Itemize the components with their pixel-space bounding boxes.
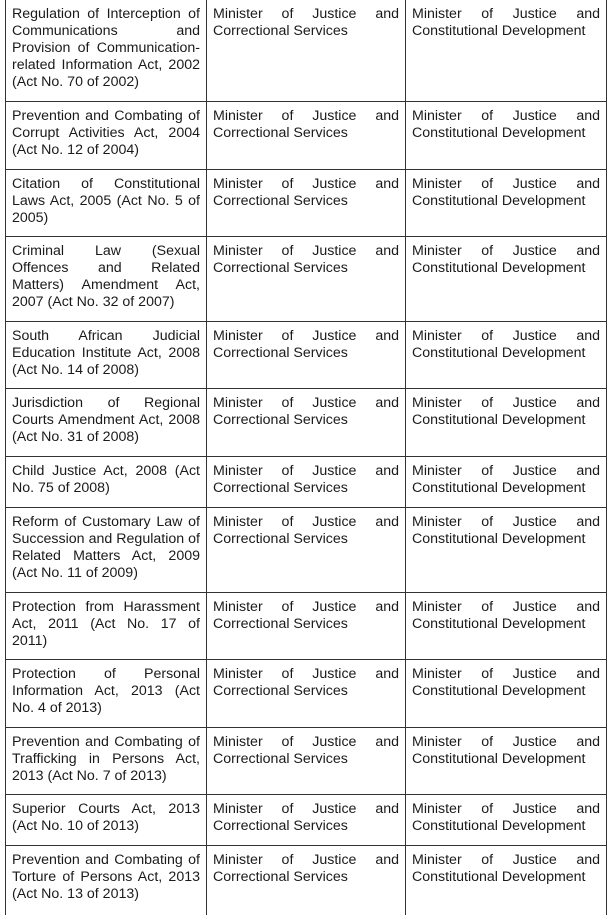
- act-name-cell: Protection of Personal Information Act, 2013 (Act No. 4 of 2013): [6, 659, 207, 727]
- acts-table: [5, 0, 607, 915]
- table-row: [6, 659, 607, 727]
- minister-from-cell: Minister of Justice and Correctional Services: [207, 659, 406, 727]
- table-row: [6, 727, 607, 794]
- minister-from-cell: Minister of Justice and Correctional Services: [207, 321, 406, 388]
- table-row: [6, 101, 607, 169]
- table-row: [6, 388, 607, 456]
- minister-from-cell: Minister of Justice and Correctional Services: [207, 0, 406, 101]
- table-row: [6, 794, 607, 845]
- minister-to-cell: Minister of Justice and Constitutional Development: [406, 845, 607, 915]
- minister-to-cell: Minister of Justice and Constitutional Development: [406, 388, 607, 456]
- act-name-cell: South African Judicial Education Institute Act, 2008 (Act No. 14 of 2008): [6, 321, 207, 388]
- minister-from-cell: Minister of Justice and Correctional Services: [207, 845, 406, 915]
- minister-to-cell: Minister of Justice and Constitutional Development: [406, 507, 607, 592]
- minister-to-cell: Minister of Justice and Constitutional Development: [406, 456, 607, 507]
- document-page: [5, 0, 606, 915]
- act-name-cell: Prevention and Combating of Torture of Persons Act, 2013 (Act No. 13 of 2013): [6, 845, 207, 915]
- minister-from-cell: Minister of Justice and Correctional Services: [207, 507, 406, 592]
- minister-from-cell: Minister of Justice and Correctional Services: [207, 236, 406, 321]
- minister-to-cell: Minister of Justice and Constitutional Development: [406, 794, 607, 845]
- minister-from-cell: Minister of Justice and Correctional Services: [207, 169, 406, 236]
- act-name-cell: Criminal Law (Sexual Offences and Related Matters) Amendment Act, 2007 (Act No. 32 of 2007): [6, 236, 207, 321]
- act-name-cell: Child Justice Act, 2008 (Act No. 75 of 2008): [6, 456, 207, 507]
- table-row: [6, 507, 607, 592]
- minister-to-cell: Minister of Justice and Constitutional Development: [406, 0, 607, 101]
- minister-from-cell: Minister of Justice and Correctional Services: [207, 794, 406, 845]
- minister-to-cell: Minister of Justice and Constitutional Development: [406, 659, 607, 727]
- table-row: [6, 592, 607, 659]
- act-name-cell: Prevention and Combating of Corrupt Activities Act, 2004 (Act No. 12 of 2004): [6, 101, 207, 169]
- act-name-cell: Protection from Harassment Act, 2011 (Act No. 17 of 2011): [6, 592, 207, 659]
- minister-from-cell: Minister of Justice and Correctional Services: [207, 101, 406, 169]
- act-name-cell: Regulation of Interception of Communications and Provision of Communication-related Information Act, 2002 (Act No. 70 of 2002): [6, 0, 207, 101]
- table-row: [6, 845, 607, 915]
- minister-to-cell: Minister of Justice and Constitutional Development: [406, 727, 607, 794]
- act-name-cell: Prevention and Combating of Trafficking in Persons Act, 2013 (Act No. 7 of 2013): [6, 727, 207, 794]
- minister-from-cell: Minister of Justice and Correctional Services: [207, 592, 406, 659]
- table-row: [6, 169, 607, 236]
- table-row: [6, 456, 607, 507]
- table-row: [6, 321, 607, 388]
- act-name-cell: Citation of Constitutional Laws Act, 2005 (Act No. 5 of 2005): [6, 169, 207, 236]
- acts-table-body: [6, 0, 607, 915]
- table-row: [6, 236, 607, 321]
- minister-to-cell: Minister of Justice and Constitutional Development: [406, 101, 607, 169]
- act-name-cell: Jurisdiction of Regional Courts Amendment Act, 2008 (Act No. 31 of 2008): [6, 388, 207, 456]
- minister-from-cell: Minister of Justice and Correctional Services: [207, 727, 406, 794]
- minister-to-cell: Minister of Justice and Constitutional Development: [406, 236, 607, 321]
- minister-to-cell: Minister of Justice and Constitutional Development: [406, 592, 607, 659]
- minister-from-cell: Minister of Justice and Correctional Services: [207, 388, 406, 456]
- table-row: [6, 0, 607, 101]
- act-name-cell: Reform of Customary Law of Succession and Regulation of Related Matters Act, 2009 (Act No. 11 of 2009): [6, 507, 207, 592]
- minister-to-cell: Minister of Justice and Constitutional Development: [406, 169, 607, 236]
- minister-from-cell: Minister of Justice and Correctional Services: [207, 456, 406, 507]
- minister-to-cell: Minister of Justice and Constitutional Development: [406, 321, 607, 388]
- act-name-cell: Superior Courts Act, 2013 (Act No. 10 of 2013): [6, 794, 207, 845]
